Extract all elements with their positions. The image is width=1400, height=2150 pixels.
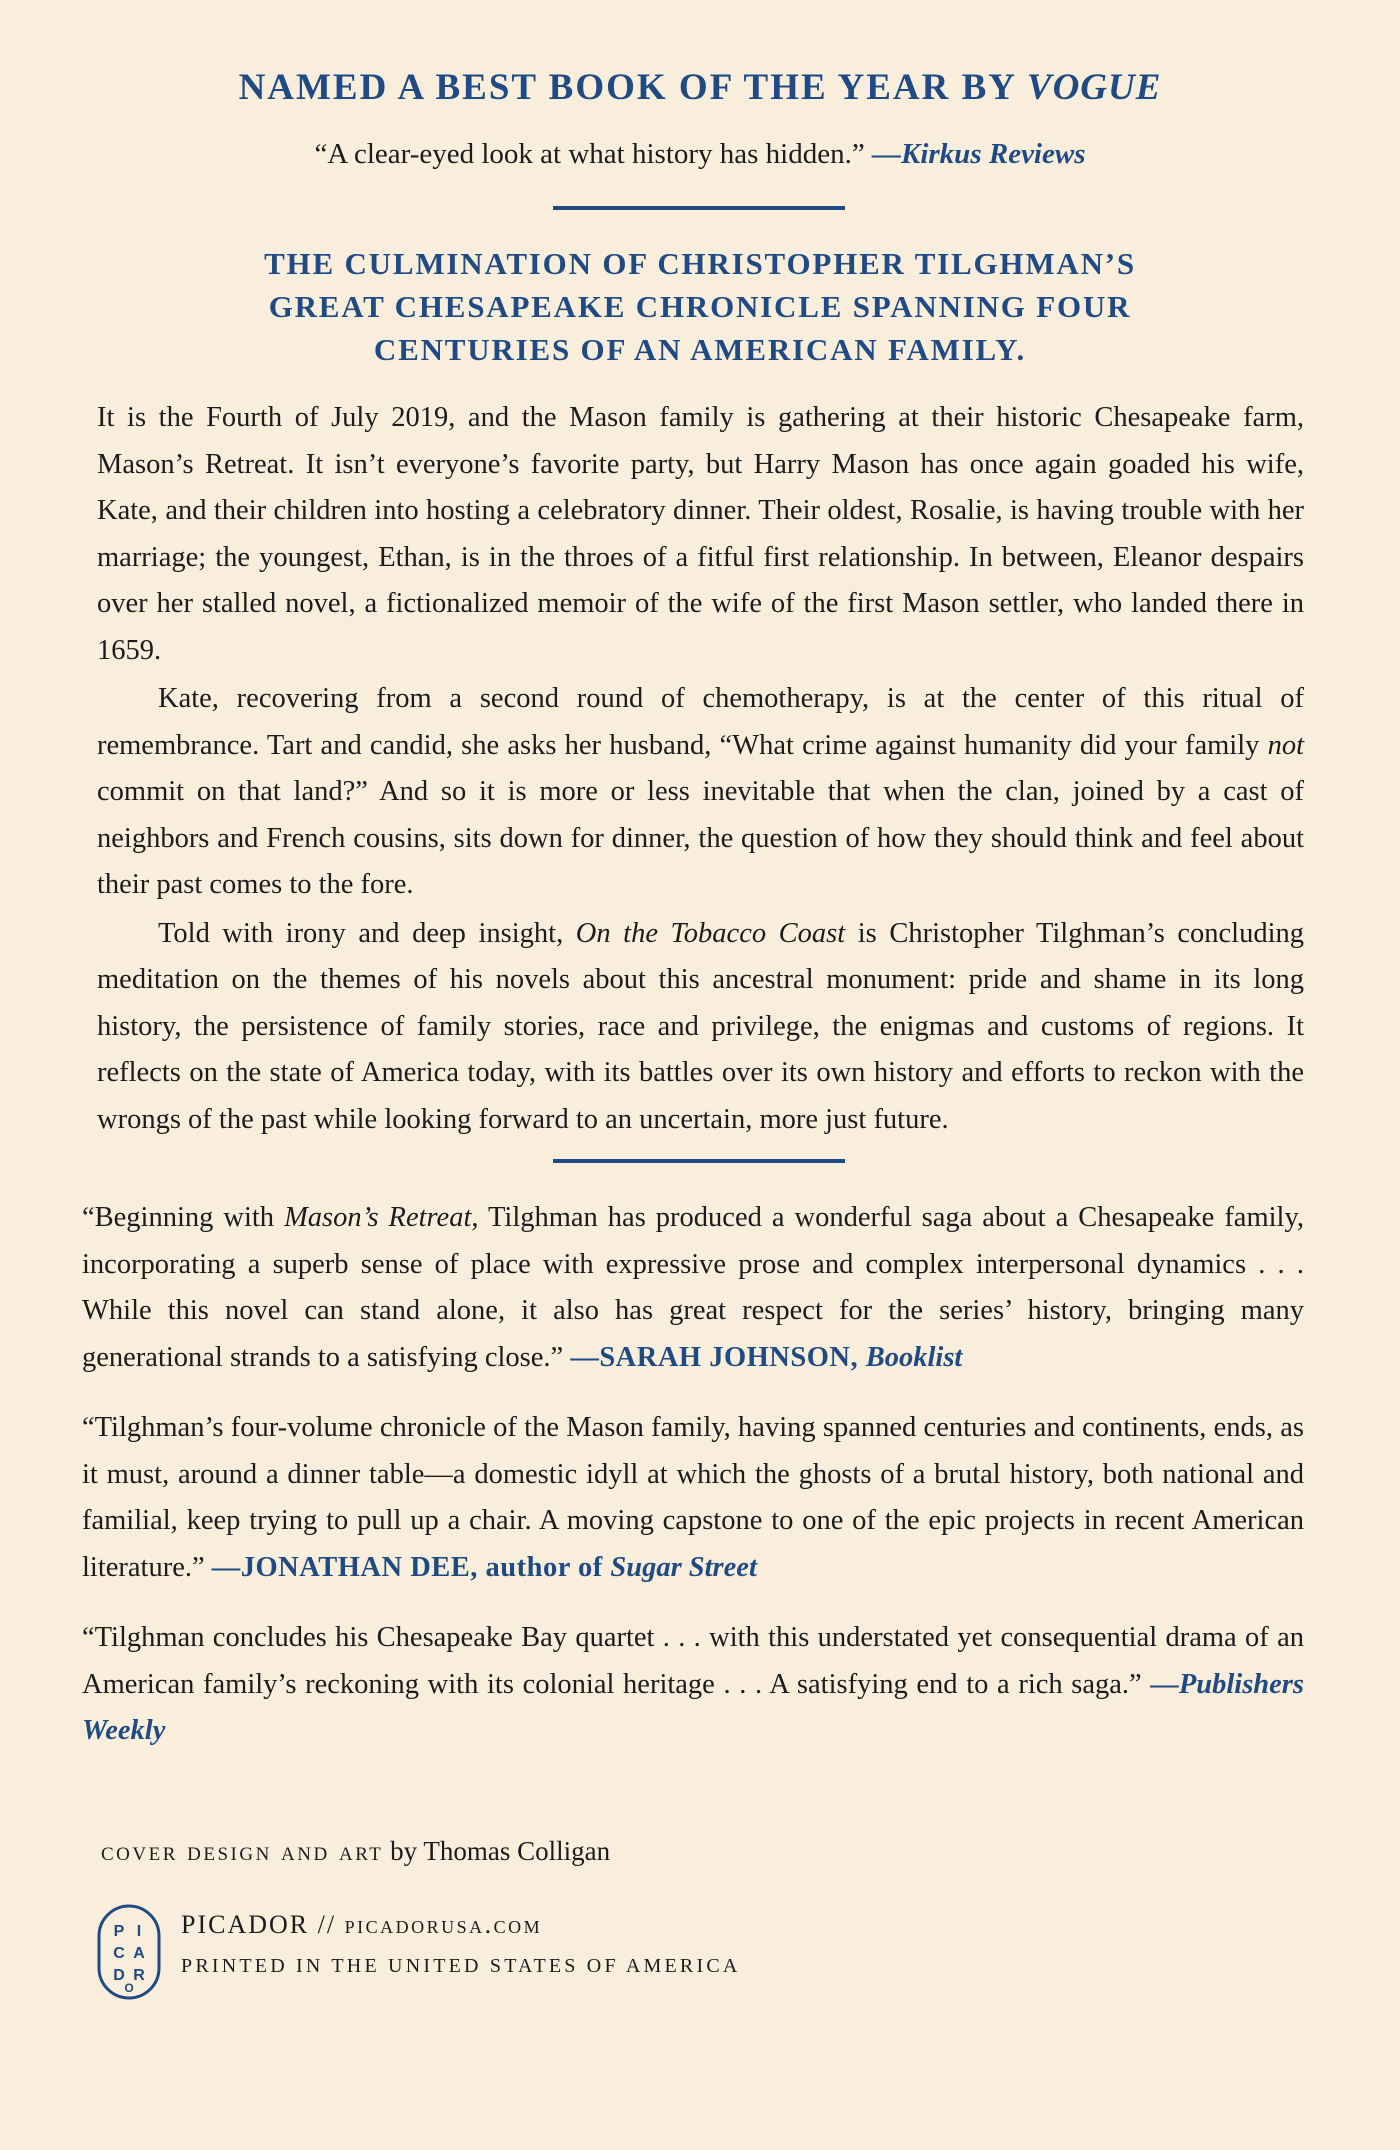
review-source: —Publishers Weekly: [82, 1668, 1304, 1746]
logo-letter: P: [113, 1923, 125, 1940]
printed-in: PRINTED IN THE UNITED STATES OF AMERICA: [181, 1955, 741, 1977]
top-review-source: —Kirkus Reviews: [872, 138, 1086, 170]
headline: NAMED A BEST BOOK OF THE YEAR BY VOGUE: [238, 67, 1162, 108]
headline-emphasis: VOGUE: [1026, 67, 1162, 108]
top-review-quote: “A clear-eyed look at what history has hidden.”: [314, 138, 872, 170]
subhead: [0, 242, 1400, 371]
description: [97, 395, 1304, 1143]
review-quote: “Tilghman concludes his Chesapeake Bay quartet . . . with this understated yet consequential drama of an American family’s reckoning with its colonial heritage . . . A satisfying end to a rich saga.” —Publishers Weekly: [82, 1622, 1304, 1746]
subhead-line: GREAT CHESAPEAKE CHRONICLE SPANNING FOUR: [268, 289, 1132, 324]
subhead-line: THE CULMINATION OF CHRISTOPHER TILGHMAN’S: [264, 246, 1136, 281]
logo-letter: C: [113, 1945, 125, 1962]
review-quote: “Tilghman’s four-volume chronicle of the Mason family, having spanned centuries and continents, ends, as it must, around a dinner table—a domestic idyll at which the ghosts of a brutal history, both national and familial, keep trying to pull up a chair. A moving capstone to one of the epic projects in recent American literature.” —JONATHAN DEE, author of Sugar Street: [82, 1412, 1304, 1583]
subhead-line: CENTURIES OF AN AMERICAN FAMILY.: [373, 332, 1027, 367]
review-quote: “Beginning with Mason’s Retreat, Tilghman has produced a wonderful saga about a Chesapeake family, incorporating a superb sense of place with expressive prose and complex interpersonal dynamics . . . While this novel can stand alone, it also has great respect for the series’ history, bringing many generational strands to a satisfying close.” —SARAH JOHNSON, Booklist: [82, 1202, 1304, 1373]
credits-label: cover design and art: [101, 1836, 384, 1866]
review-source: —JONATHAN DEE, author of Sugar Street: [211, 1551, 757, 1583]
publisher-name: PICADOR //: [181, 1910, 345, 1939]
review-source: —SARAH JOHNSON, Booklist: [570, 1341, 963, 1373]
logo-letter: R: [133, 1967, 145, 1984]
publisher-url: picadorusa.com: [344, 1910, 543, 1939]
credits-designer: by Thomas Colligan: [383, 1836, 611, 1866]
divider-rule: [553, 206, 845, 210]
description-paragraph: Told with irony and deep insight, On the Tobacco Coast is Christopher Tilghman’s concluding meditation on the themes of his novels about this ancestral monument: pride and shame in its long history, the persistence of family stories, race and privilege, the enigmas and customs of regions. It reflects on the state of America today, with its battles over its own history and efforts to reckon with the wrongs of the past while looking forward to an uncertain, more just future.: [97, 917, 1304, 1135]
description-paragraph: Kate, recovering from a second round of chemotherapy, is at the center of this ritual of remembrance. Tart and candid, she asks her husband, “What crime against humanity did your family not commit on that land?” And so it is more or less inevitable that when the clan, joined by a cast of neighbors and French cousins, sits down for dinner, the question of how they should think and feel about their past comes to the fore.: [97, 683, 1304, 900]
description-paragraph: It is the Fourth of July 2019, and the Mason family is gathering at their historic Chesapeake farm, Mason’s Retreat. It isn’t everyone’s favorite party, but Harry Mason has once again goaded his wife, Kate, and their children into hosting a celebratory dinner. Their oldest, Rosalie, is having trouble with her marriage; the youngest, Ethan, is in the throes of a fitful first relationship. In between, Eleanor despairs over her stalled novel, a fictionalized memoir of the wife of the first Mason settler, who landed there in 1659.: [97, 402, 1304, 666]
cover-credits: [101, 1836, 610, 1867]
picador-logo-icon: [97, 1904, 161, 2000]
publisher-line: [181, 1910, 542, 1940]
review-quotes: [82, 1195, 1304, 1779]
logo-letter: I: [136, 1923, 142, 1940]
logo-letter: O: [124, 1981, 134, 1995]
logo-letter: A: [133, 1945, 145, 1962]
divider-rule: [553, 1159, 845, 1163]
top-review: [0, 138, 1400, 171]
logo-letter: D: [113, 1967, 125, 1984]
